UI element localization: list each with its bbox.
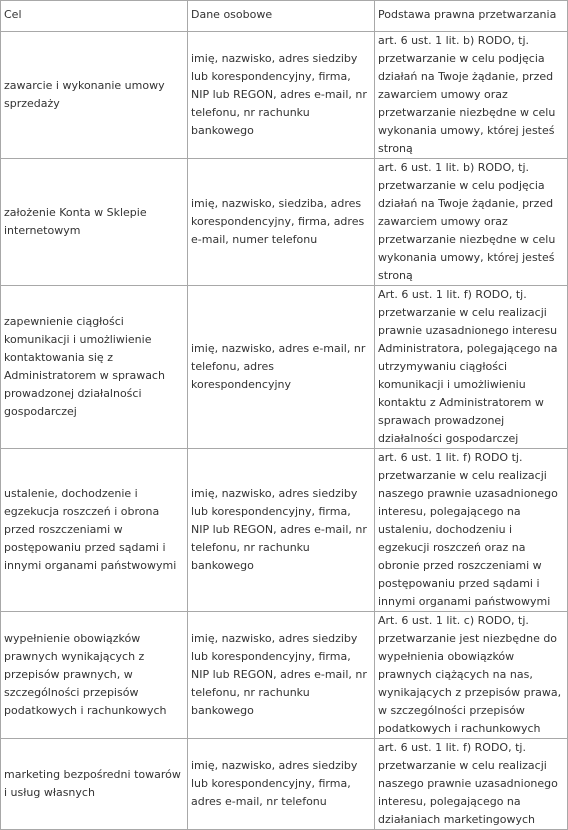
legal-basis-cell: Art. 6 ust. 1 lit. f) RODO, tj. przetwarzanie w celu realizacji prawnie uzasadnionego interesu Administratora, polegającego na utrzymywaniu ciągłości komunikacji i umożliwieniu kontaktu z Administratorem w sprawach prowadzonej działalności gospodarczej xyxy=(375,286,568,449)
legal-basis-cell: art. 6 ust. 1 lit. b) RODO, tj. przetwarzanie w celu podjęcia działań na Twoje żądanie, przed zawarciem umowy oraz przetwarzanie niezbędne w celu wykonania umowy, której jesteś stroną xyxy=(375,32,568,159)
table-header xyxy=(1,1,568,32)
purpose-cell: ustalenie, dochodzenie i egzekucja roszczeń i obrona przed roszczeniami w postępowaniu przed sądami i innymi organami państwowymi xyxy=(1,449,188,612)
legal-basis-cell: art. 6 ust. 1 lit. f) RODO tj. przetwarzanie w celu realizacji naszego prawnie uzasadnionego interesu, polegającego na ustaleniu, dochodzeniu i egzekucji roszczeń oraz na obronie przed roszczeniami w postępowaniu przed sądami i innymi organami państwowymi xyxy=(375,449,568,612)
table-row xyxy=(1,32,568,159)
table-row xyxy=(1,286,568,449)
table-body xyxy=(1,32,568,830)
table-row xyxy=(1,612,568,739)
header-row xyxy=(1,1,568,32)
column-header-personal-data: Dane osobowe xyxy=(188,1,375,32)
column-header-legal-basis: Podstawa prawna przetwarzania xyxy=(375,1,568,32)
personal-data-cell: imię, nazwisko, adres e-mail, nr telefonu, adres korespondencyjny xyxy=(188,286,375,449)
legal-basis-cell: Art. 6 ust. 1 lit. c) RODO, tj. przetwarzanie jest niezbędne do wypełnienia obowiązków prawnych ciążących na nas, wynikających z przepisów prawa, w szczególności przepisów podatkowych i rachunkowych xyxy=(375,612,568,739)
legal-basis-cell: art. 6 ust. 1 lit. f) RODO, tj. przetwarzanie w celu realizacji naszego prawnie uzasadnionego interesu, polegającego na działaniach marketingowych xyxy=(375,739,568,830)
table-row xyxy=(1,739,568,830)
purpose-cell: marketing bezpośredni towarów i usług własnych xyxy=(1,739,188,830)
table-row xyxy=(1,159,568,286)
personal-data-cell: imię, nazwisko, adres siedziby lub korespondencyjny, firma, NIP lub REGON, adres e-mail, nr telefonu, nr rachunku bankowego xyxy=(188,32,375,159)
personal-data-cell: imię, nazwisko, adres siedziby lub korespondencyjny, firma, adres e-mail, nr telefonu xyxy=(188,739,375,830)
table-row xyxy=(1,449,568,612)
personal-data-cell: imię, nazwisko, adres siedziby lub korespondencyjny, firma, NIP lub REGON, adres e-mail, nr telefonu, nr rachunku bankowego xyxy=(188,449,375,612)
personal-data-cell: imię, nazwisko, siedziba, adres korespondencyjny, firma, adres e-mail, numer telefonu xyxy=(188,159,375,286)
purpose-cell: zawarcie i wykonanie umowy sprzedaży xyxy=(1,32,188,159)
purpose-cell: założenie Konta w Sklepie internetowym xyxy=(1,159,188,286)
legal-basis-cell: art. 6 ust. 1 lit. b) RODO, tj. przetwarzanie w celu podjęcia działań na Twoje żądanie, przed zawarciem umowy oraz przetwarzanie niezbędne w celu wykonania umowy, której jesteś stroną xyxy=(375,159,568,286)
column-header-purpose: Cel xyxy=(1,1,188,32)
purpose-cell: zapewnienie ciągłości komunikacji i umożliwienie kontaktowania się z Administratorem w sprawach prowadzonej działalności gospodarczej xyxy=(1,286,188,449)
purpose-cell: wypełnienie obowiązków prawnych wynikających z przepisów prawnych, w szczególności przepisów podatkowych i rachunkowych xyxy=(1,612,188,739)
personal-data-cell: imię, nazwisko, adres siedziby lub korespondencyjny, firma, NIP lub REGON, adres e-mail, nr telefonu, nr rachunku bankowego xyxy=(188,612,375,739)
